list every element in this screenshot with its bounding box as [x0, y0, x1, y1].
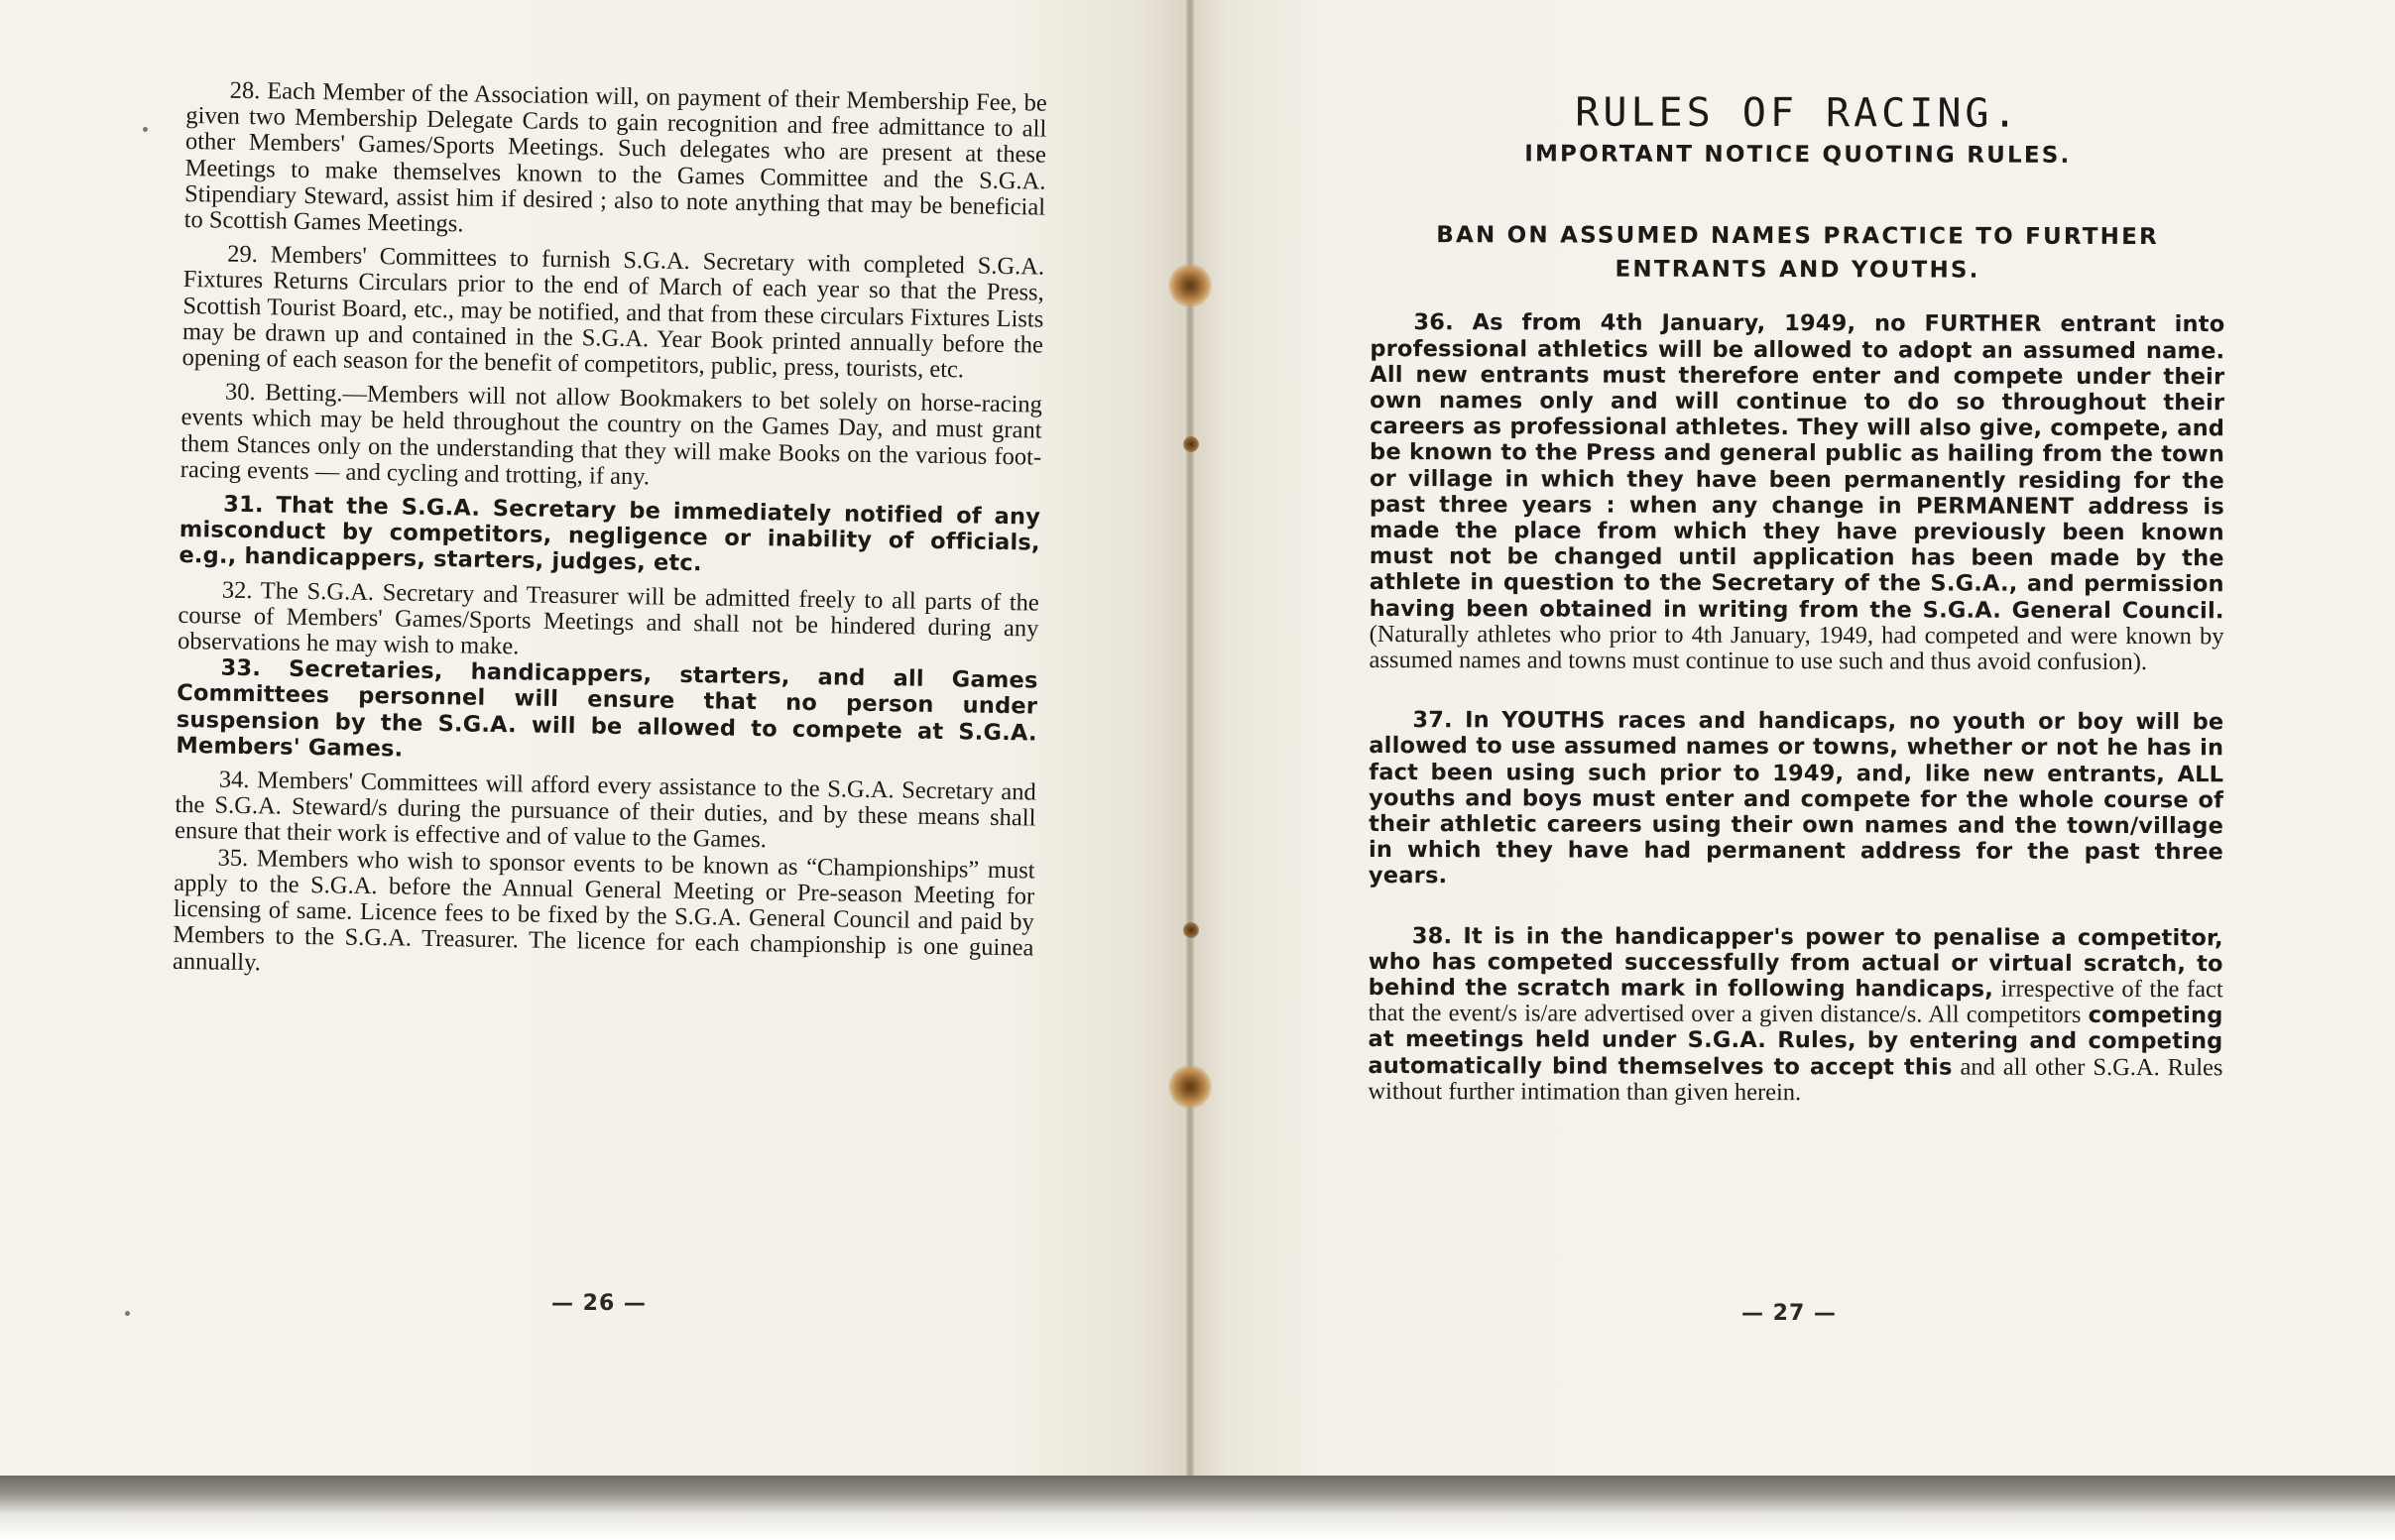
rule-32: 32. The S.G.A. Secretary and Treasurer will be admitted freely to all parts of the course of Members' Games/Sports Meetings and shall not be hindered during any observations he may wish to make.: [177, 576, 1039, 660]
paper-speck: [125, 1311, 130, 1316]
rule-33: 33. Secretaries, handicappers, starters, and all Games Committees personnel will ensure that no person under suspension by the S.G.A. will be allowed to compete at S.G.A. Members' Games.: [176, 654, 1038, 763]
rule-36-note: (Naturally athletes who prior to 4th January, 1949, had competed and were known by assumed names and towns must continue to use such and thus avoid confusion).: [1369, 620, 2224, 676]
rule-38: [1368, 923, 2222, 1108]
left-page-text: [173, 77, 1047, 988]
ban-heading-line-1: BAN ON ASSUMED NAMES PRACTICE TO FURTHER: [1436, 222, 2159, 251]
rule-37-youths: 37. In YOUTHS races and handicaps, no youth or boy will be allowed to use assumed names or towns, whether or not he has in fact been using such prior to 1949, and, like new entrants, ALL youths and boys must enter and compete for the whole course of their athletic careers using their own names and the town/village in which they have had permanent address for the past three years.: [1368, 707, 2224, 889]
rule-38-part-4: and all other S.G.A. Rules without further intimation than given herein.: [1368, 1053, 2223, 1107]
paper-speck: [143, 127, 148, 132]
rule-38-part-2: irrespective of the fact that the event/s is/are advertised over a given distance/s. All competitors: [1368, 975, 2223, 1029]
rust-stain-bottom: [1168, 1065, 1212, 1109]
ban-heading: [1371, 218, 2225, 288]
page-number-right: — 27 —: [1741, 1301, 1837, 1326]
rule-35: 35. Members who wish to sponsor events to be known as “Championships” must apply to the S.G.A. before the Annual General Meeting or Pre-season Meeting for licensing of same. Licence fees to be fixed by the S.G.A. General Council and paid by Members to the S.G.A. Treasurer. The licence for each championship is one guinea annually.: [172, 844, 1035, 976]
rule-31: 31. That the S.G.A. Secretary be immediately notified of any misconduct by competitors, negligence or inability of officials, e.g., handicappers, starters, judges, etc.: [179, 491, 1041, 577]
rule-30-betting: 30. Betting.—Members will not allow Bookmakers to bet solely on horse-racing events which may be held throughout the country on the Games Day, and must grant them Stances only on the understanding that they will make Books on the various foot-racing events — and cycling and trotting, if any.: [180, 378, 1043, 491]
scan-shadow-edge: [0, 1476, 2395, 1540]
left-page: [0, 0, 1190, 1478]
page-number-left: — 26 —: [551, 1291, 647, 1316]
rule-28: 28. Each Member of the Association will, on payment of their Membership Fee, be given two Membership Delegate Cards to gain recognition and free admittance to all other Members' Games/Sports Meetings. Such delegates who are present at these Meetings to make themselves known to the Games Committee and the S.G.A. Stipendiary Steward, assist him if desired ; also to note anything that may be beneficial to Scottish Games Meetings.: [183, 76, 1047, 238]
book-spine: [1186, 0, 1194, 1478]
staple-hole-lower: [1183, 922, 1199, 938]
rule-34: 34. Members' Committees will afford every assistance to the S.G.A. Secretary and the S.G.A. Steward/s during the pursuance of their duties, and by these means shall ensure that their work is effective and of value to the Games.: [174, 766, 1036, 854]
ban-heading-line-2: ENTRANTS AND YOUTHS.: [1615, 257, 1980, 285]
page-title: RULES OF RACING.: [1575, 89, 2021, 137]
rule-29: 29. Members' Committees to furnish S.G.A. Secretary with completed S.G.A. Fixtures Returns Circulars prior to the end of March of each year so that the Press, Scottish Tourist Board, etc., may be notified, and that from these circulars Fixtures Lists may be drawn up and contained in the S.G.A. Year Book printed annually before the opening of each season for the benefit of competitors, public, press, tourists, etc.: [181, 240, 1045, 384]
right-page-text: [1368, 89, 2225, 1107]
rust-stain-top: [1168, 264, 1212, 307]
notice-subtitle: IMPORTANT NOTICE QUOTING RULES.: [1524, 141, 2072, 170]
rule-36: [1369, 309, 2224, 675]
staple-hole-upper: [1183, 436, 1199, 452]
rule-38-part-3: competing at meetings held under S.G.A. Rules, by entering and competing automatically bind themselves to accept this: [1368, 1003, 2223, 1081]
rule-38-part-1: 38. It is in the handicapper's power to penalise a competitor, who has competed successfully from actual or virtual scratch, to behind the scratch mark in following handicaps,: [1368, 922, 2223, 1003]
rule-36-main: 36. As from 4th January, 1949, no FURTHER entrant into professional athletics will be allowed to adopt an assumed name. All new entrants must therefore enter and compete under their own names only and will continue to do so throughout their careers as professional athletes. They will also give, compete, and be known to the Press and general public as hailing from the town or village in which they have been permanently residing for the past three years : when any change in PERMANENT address is made the place from which they have previously been known must not be changed until application has been made by the athlete in question to the Secretary of the S.G.A., and permission having been obtained in writing from the S.G.A. General Council.: [1369, 309, 2225, 624]
